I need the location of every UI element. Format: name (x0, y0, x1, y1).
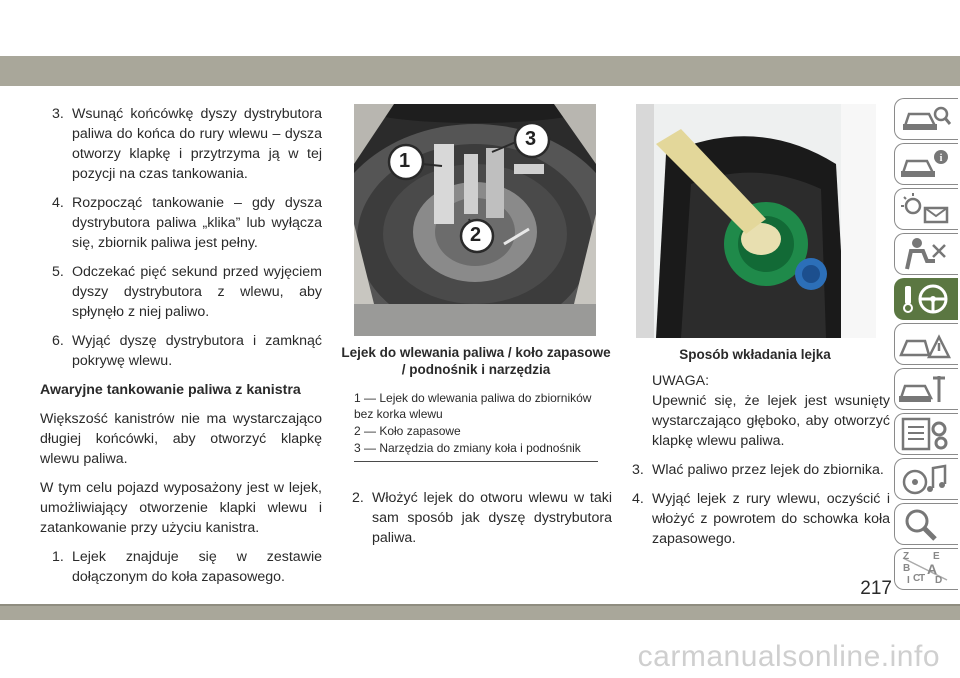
index-letter: T (919, 573, 926, 584)
callout-3: 3 (525, 128, 537, 150)
search-magnifier-icon (899, 507, 951, 541)
tab-car-service[interactable] (894, 368, 958, 410)
step-number: 6. (52, 333, 64, 349)
header-band (0, 56, 960, 86)
index-letter: E (933, 551, 940, 562)
car-warning-icon (899, 327, 951, 361)
callout-2: 2 (470, 224, 482, 246)
index-letter: B (903, 563, 911, 574)
paragraph-canisters: Większość kanistrów nie ma wystarczająco długiej końcówki, aby otworzyć klapkę wlewu paliwa. (40, 411, 322, 467)
legend-item-3: 3 — Narzędzia do zmiany koła i podnośnik (354, 441, 581, 455)
step-3-pour (620, 460, 890, 480)
footer-band (0, 604, 960, 620)
step-number: 4. (52, 195, 64, 211)
spare-wheel-illustration (354, 104, 596, 336)
tab-specifications[interactable] (894, 413, 958, 455)
page-number: 217 (860, 578, 892, 599)
step-text: Włożyć lejek do otworu wlewu w taki sam sposób jak dyszę dystrybutora paliwa. (372, 490, 612, 546)
step-text: Lejek znajduje się w zestawie dołączonym do koła zapasowego. (72, 549, 322, 585)
step-4-remove (620, 489, 890, 549)
step-6-refuel (40, 331, 322, 371)
tab-key-steering-wheel[interactable] (894, 278, 958, 320)
column-left (40, 104, 322, 596)
step-5-refuel (40, 262, 322, 322)
step-number: 5. (52, 264, 64, 280)
column-middle (340, 104, 612, 557)
index-letter: I (907, 575, 910, 586)
step-text: Wyjąć lejek z rury wlewu, oczyścić i włożyć z powrotem do schowka koła zapasowego. (652, 491, 890, 547)
section-heading: Awaryjne tankowanie paliwa z kanistra (40, 382, 301, 398)
legend-item-2: 2 — Koło zapasowe (354, 424, 461, 438)
index-letter: A (927, 561, 938, 577)
step-text: Rozpocząć tankowanie – gdy dysza dystrybutora paliwa „klika” lub wyłącza się, zbiornik paliwa jest pełny. (72, 195, 322, 251)
car-search-icon (899, 102, 951, 136)
step-text: Odczekać pięć sekund przed wyjęciem dyszy dystrybutora z wlewu, aby spłynęło z niej paliwo. (72, 264, 322, 320)
legend-item-1: 1 — Lejek do wlewania paliwa do zbiorników bez korka wlewu (354, 391, 592, 421)
tab-multimedia[interactable] (894, 458, 958, 500)
step-2-funnel (340, 488, 612, 548)
step-text: Wsunąć końcówkę dyszy dystrybutora paliwa do końca do rury wlewu – dysza otworzy klapkę i przytrzyma ją w tej pozycji na czas tankowania. (72, 106, 322, 182)
column-right (620, 104, 890, 558)
multimedia-icon (899, 462, 951, 496)
seat-airbag-icon (899, 237, 951, 271)
tab-car-warning[interactable] (894, 323, 958, 365)
car-service-icon (899, 372, 951, 406)
step-number: 2. (352, 490, 364, 506)
note-title: UWAGA: (652, 373, 710, 389)
specifications-icon (899, 417, 951, 451)
step-number: 3. (52, 106, 64, 122)
figure-legend (354, 390, 598, 462)
step-number: 1. (52, 549, 64, 565)
figure-caption-funnel: Sposób wkładania lejka (679, 347, 831, 362)
spare-wheel-photo (354, 104, 596, 336)
step-number: 3. (632, 462, 644, 478)
car-info-icon (899, 147, 951, 181)
watermark: carmanualsonline.info (637, 640, 940, 673)
note-text: Upewnić się, że lejek jest wsunięty wystarczająco głęboko, aby otworzyć klapkę wlewu paliwa. (652, 393, 890, 449)
tab-seat-airbag[interactable] (894, 233, 958, 275)
figure-caption-spare-wheel: Lejek do wlewania paliwa / koło zapasowe / podnośnik i narzędzia (341, 345, 611, 377)
key-steering-wheel-icon (899, 282, 951, 316)
svg-text:i: i (939, 153, 943, 164)
tab-car-info[interactable] (894, 143, 958, 185)
index-letter: D (935, 575, 943, 586)
step-4-refuel (40, 193, 322, 253)
tab-lights-message[interactable] (894, 188, 958, 230)
step-1-funnel (40, 547, 322, 587)
lights-message-icon (899, 192, 951, 226)
chapter-tabs (884, 98, 958, 598)
tab-car-search[interactable] (894, 98, 958, 140)
tab-alphabetical-index[interactable] (894, 548, 958, 590)
funnel-insertion-illustration (636, 104, 876, 338)
step-3-refuel (40, 104, 322, 184)
paragraph-funnel: W tym celu pojazd wyposażony jest w lejek, umożliwiający otworzenie klapki wlewu i zatankowanie przy użyciu kanistra. (40, 480, 322, 536)
note-block (620, 371, 890, 451)
tab-search[interactable] (894, 503, 958, 545)
step-text: Wyjąć dyszę dystrybutora i zamknąć pokrywę wlewu. (72, 333, 322, 369)
step-number: 4. (632, 491, 644, 507)
index-letter: Z (903, 551, 910, 562)
step-text: Wlać paliwo przez lejek do zbiornika. (652, 462, 884, 478)
index-letter: C (913, 573, 921, 584)
funnel-insertion-photo (636, 104, 876, 338)
callout-1: 1 (399, 150, 411, 172)
